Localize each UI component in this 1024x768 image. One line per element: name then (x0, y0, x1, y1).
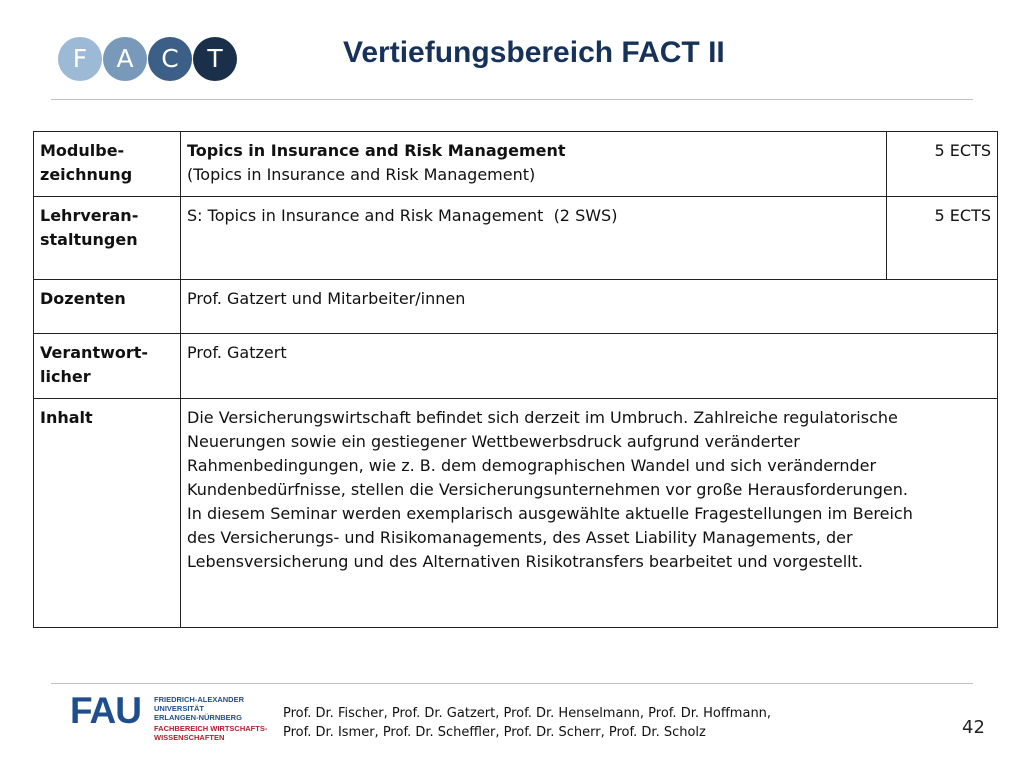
table-row (34, 334, 998, 399)
module-table (33, 131, 998, 628)
ects-value: 5 ECTS (887, 132, 998, 197)
table-row (34, 197, 998, 280)
fau-logo (70, 692, 270, 752)
row-value: Prof. Gatzert und Mitarbeiter/innen (181, 280, 998, 334)
row-label: Inhalt (34, 399, 181, 628)
row-label: Lehrveran- staltungen (34, 197, 181, 280)
header-divider (51, 99, 973, 100)
content-description: Die Versicherungswirtschaft befindet sich derzeit im Umbruch. Zahlreiche regulatorische Neuerungen sowie ein gestiegener Wettbewerbsdruck aufgrund veränderter Rahmenbedingungen, wie z. B. dem demographischen Wandel und sich verändernder Kundenbedürfnisse, stellen die Versicherungsunternehmen vor große Herausforderungen. In diesem Seminar werden exemplarisch ausgewählte aktuelle Fragestellungen im Bereich des Versicherungs- und Risikomanagements, des Asset Liability Managements, der Lebensversicherung und des Alternativen Risikotransfers bearbeitet und vorgestellt. (181, 399, 998, 628)
logo-letter-f: F (58, 37, 102, 81)
table-row (34, 280, 998, 334)
table-row (34, 399, 998, 628)
footer-authors: Prof. Dr. Fischer, Prof. Dr. Gatzert, Prof. Dr. Henselmann, Prof. Dr. Hoffmann, Prof. Dr. Ismer, Prof. Dr. Scheffler, Prof. Dr. Scherr, Prof. Dr. Scholz (283, 706, 772, 740)
module-title: Topics in Insurance and Risk Management (187, 141, 566, 160)
row-value: Prof. Gatzert (181, 334, 998, 399)
page-number: 42 (962, 717, 985, 738)
row-value: S: Topics in Insurance and Risk Management (2 SWS) (181, 197, 887, 280)
ects-value: 5 ECTS (887, 197, 998, 280)
logo-letter-c: C (148, 37, 192, 81)
row-label: Dozenten (34, 280, 181, 334)
footer-divider (51, 683, 973, 684)
logo-letter-t: T (193, 37, 237, 81)
row-label: Verantwort- licher (34, 334, 181, 399)
row-value (181, 132, 887, 197)
logo-letter-a: A (103, 37, 147, 81)
table-row (34, 132, 998, 197)
fau-faculty-name: FACHBEREICH WIRTSCHAFTS- WISSENSCHAFTEN (154, 724, 268, 742)
module-subtitle: (Topics in Insurance and Risk Management) (187, 165, 536, 184)
row-label: Modulbe- zeichnung (34, 132, 181, 197)
fau-wordmark: FAU (70, 690, 141, 731)
page-title: Vertiefungsbereich FACT II (343, 36, 725, 69)
fau-university-name: FRIEDRICH-ALEXANDER UNIVERSITÄT ERLANGEN-NÜRNBERG (154, 695, 244, 722)
